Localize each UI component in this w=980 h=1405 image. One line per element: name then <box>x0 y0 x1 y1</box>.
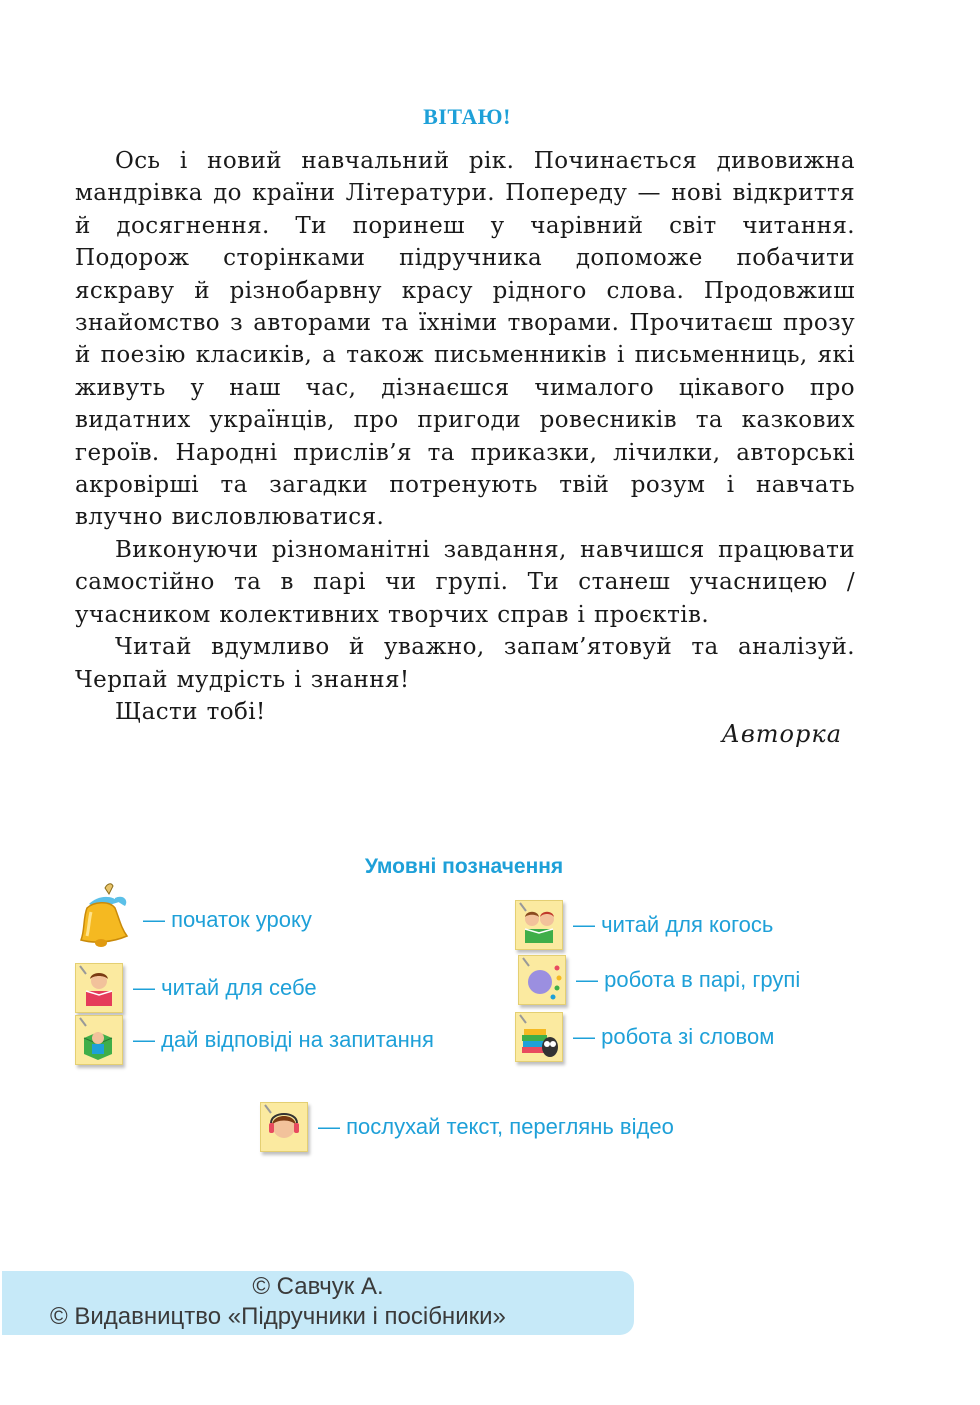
legend-label: — дай відповіді на запитання <box>133 1027 434 1052</box>
word-work-icon <box>515 1012 563 1062</box>
paragraph: Ось і новий навчальний рік. Починається дивовижна мандрівка до країни Літератури. Попереду — нові відкриття й досягнення. Ти поринеш у чарівний світ читання. Подорож сторінками підручника допоможе побачити яскраву й різнобарвну красу рідного слова. Продовжиш знайомство з авторами та їхніми творами. Прочитаєш прозу й поезію класиків, а також письменників і письменниць, які живуть у наш час, дізнаєшся чималого цікавого про видатних українців, про пригоди ровесників та казкових героїв. Народні прислів’я та приказки, лічилки, авторські акровірші та загадки потренують твій розум і навчать влучно висловлюватися. <box>75 148 855 531</box>
listen-watch-icon <box>260 1102 308 1152</box>
legend-label: — читай для себе <box>133 975 317 1000</box>
read-for-self-icon <box>75 963 123 1013</box>
intro-text <box>75 145 855 728</box>
legend-title: Умовні позначення <box>364 855 564 878</box>
legend-item-word-work <box>515 1012 774 1062</box>
legend-label: — початок уроку <box>143 906 312 932</box>
paragraph: Читай вдумливо й уважно, запам’ятовуй та аналізуй. Черпай мудрість і знання! <box>75 634 855 693</box>
copyright-box <box>2 1271 634 1335</box>
copyright-publisher: © Видавництво «Підручники і посібники» <box>50 1303 506 1330</box>
legend-item-listen-watch <box>260 1102 674 1152</box>
pair-group-work-icon <box>518 955 566 1005</box>
legend-item-pair-group-work <box>518 955 800 1005</box>
paragraph: Щасти тобі! <box>115 698 266 725</box>
answer-questions-icon <box>75 1015 123 1065</box>
paragraph: Виконуючи різноманітні завдання, навчишся працювати самостійно та в парі чи групі. Ти станеш учасницею / учасником колективних творчих справ і проєктів. <box>75 536 855 628</box>
legend-item-read-for-self <box>75 963 317 1013</box>
legend-label: — послухай текст, переглянь відео <box>318 1114 674 1139</box>
copyright-author: © Савчук А. <box>252 1273 384 1300</box>
legend-item-read-for-someone <box>515 900 773 950</box>
legend-item-lesson-start <box>75 882 312 957</box>
legend-label: — читай для когось <box>573 912 774 937</box>
bell-icon <box>75 882 133 957</box>
read-for-someone-icon <box>515 900 563 950</box>
legend-label: — робота зі словом <box>573 1024 775 1049</box>
legend-item-answer-questions <box>75 1015 434 1065</box>
author-signature: Авторка <box>721 720 842 748</box>
legend-label: — робота в парі, групі <box>576 967 801 992</box>
page-heading: ВІТАЮ! <box>423 104 511 129</box>
